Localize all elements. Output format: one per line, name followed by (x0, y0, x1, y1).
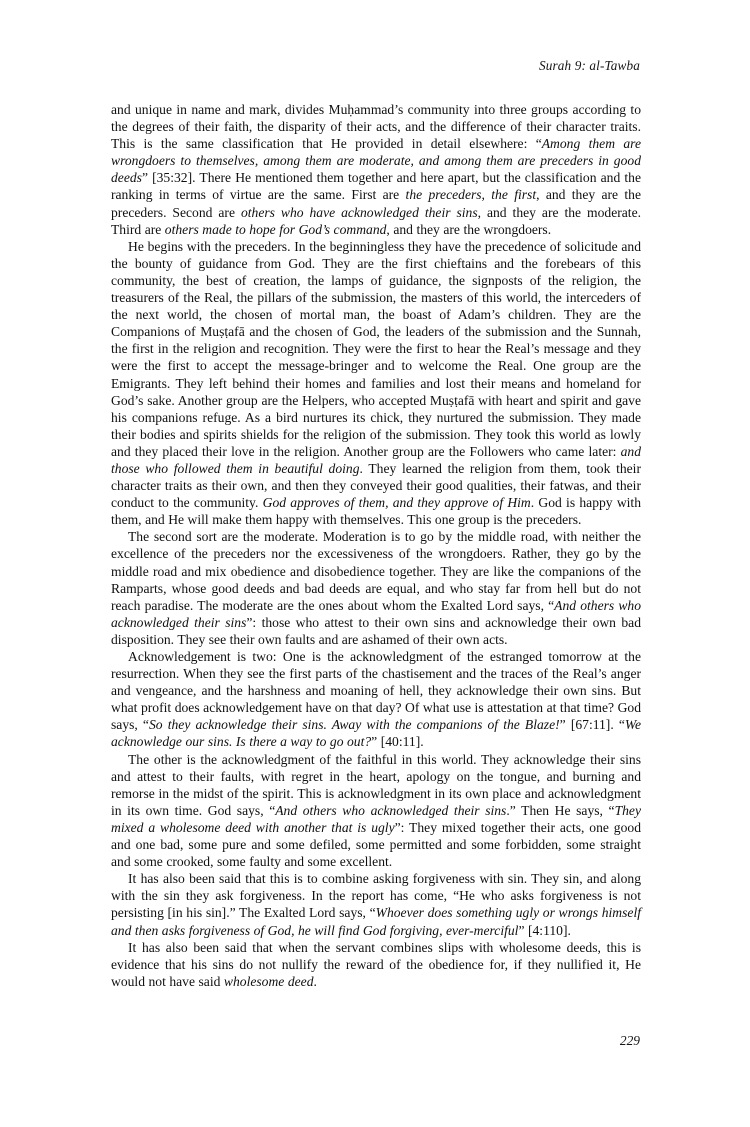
body-text: ” [4:110]. (518, 922, 571, 938)
body-text: . (313, 973, 317, 989)
quotation-text: And others who acknowledged their sins (275, 802, 507, 818)
paragraph (111, 528, 641, 648)
quotation-text: and those who followed them in beautiful doing (111, 443, 641, 476)
page-number: 229 (619, 1033, 640, 1048)
body-text: ” [40:11]. (371, 734, 424, 750)
body-text: . God is happy with them, and He will make them happy with themselves. This one group is the preceders. (111, 495, 641, 528)
body-text: .” Then He says, “ (506, 802, 615, 818)
body-text: It has also been said that when the servant combines slips with wholesome deeds, this is evidence that his sins do not nullify the reward of the obedience for, if they nullified it, He would not have said (111, 939, 641, 989)
body-text: and unique in name and mark, divides Muḥammad’s community into three groups according to the degrees of their faith, the disparity of their acts, and the difference of their character traits. This is the same classification that He provided in detail elsewhere: “ (111, 102, 641, 152)
quotation-text: Whoever does something ugly or wrongs himself and then asks forgiveness of God, he will find God forgiving, ever-merciful (111, 905, 641, 938)
body-text: . They learned the religion from them, took their character traits as their own, and then they conveyed their good qualities, their fatwas, and their conduct to the community. (111, 460, 641, 511)
body-text: ” [67:11]. “ (559, 717, 625, 733)
body-text: , and they are the preceders. Second are (111, 187, 641, 220)
quotation-text: God approves of them, and they approve of Him (262, 495, 531, 511)
quotation-text: So they acknowledge their sins. Away with the companions of the Blaze! (148, 717, 560, 733)
quotation-text: the preceders, the first (405, 187, 537, 203)
body-text: Acknowledgement is two: One is the acknowledgment of the estranged tomorrow at the resurrection. When they see the first parts of the chastisement and the traces of the Real’s anger and vengeance, and the harshness and moaning of hell, they acknowledge their own sins. But what profit does acknowledgement have on that day? Of what use is attestation at that time? God says, “ (111, 649, 641, 733)
quotation-text: They mixed a wholesome deed with another that is ugly (111, 802, 641, 835)
quotation-text: others who have acknowledged their sins (240, 204, 478, 220)
body-text: , and they are the moderate. Third are (111, 204, 642, 237)
quotation-text: wholesome deed (223, 973, 314, 989)
quotation-text: And others who acknowledged their sins (111, 597, 641, 630)
quotation-text: Among them are wrongdoers to themselves, among them are moderate, and among them are preceders in good deeds (111, 136, 641, 186)
paragraph (111, 238, 641, 529)
body-text: ” [35:32]. There He mentioned them together and here apart, but the classification and the ranking in terms of virtue are the same. First are (111, 170, 641, 203)
quotation-text: We acknowledge our sins. Is there a way to go out? (111, 717, 642, 750)
body-text-block (111, 101, 641, 990)
running-header: Surah 9: al-Tawba (539, 58, 640, 73)
quotation-text: others made to hope for God’s command (164, 221, 387, 237)
body-text: It has also been said that this is to combine asking forgiveness with sin. They sin, and along with the sin they ask forgiveness. In the report has come, “He who asks forgiveness is not persisting [in his sin].” The Exalted Lord says, “ (111, 871, 641, 921)
body-text: ”: those who attest to their own sins and acknowledge their own bad disposition. They see their own faults and are ashamed of their own acts. (111, 614, 641, 647)
body-text: The second sort are the moderate. Moderation is to go by the middle road, with neither the excellence of the preceders nor the excessiveness of the wrongdoers. Rather, they go by the middle road and mix obedience and disobedience together. They are like the companions of the Ramparts, whose good deeds and bad deeds are equal, and who stay far from hell but do not reach paradise. The moderate are the ones about whom the Exalted Lord says, “ (111, 529, 641, 613)
body-text: He begins with the preceders. In the beginningless they have the precedence of solicitude and the bounty of guidance from God. They are the first chieftains and the forebears of this community, the best of creation, the lamps of guidance, the signposts of the religion, the treasurers of the Real, the pillars of the submission, the masters of this world, the interceders of the next world, the chosen of mortal man, the boast of Adam’s children. They are the Companions of Muṣṭafā and the chosen of God, the leaders of the submission and the Sunnah, the first in the religion and recognition. They were the first to hear the Real’s message and they were the first to accept the message-bringer and to welcome the Real. One group are the Emigrants. They left behind their homes and families and lost their means and homeland for God’s sake. Another group are the Helpers, who accepted Muṣṭafā with heart and spirit and gave his companions refuge. As a bird nurtures its chick, they nurtured the submission. They made their bodies and spirits shields for the religion of the submission. They took this world as lowly and they placed their love in the religion. Another group are the Followers who came later: (111, 238, 641, 459)
body-text: , and they are the wrongdoers. (386, 221, 552, 237)
paragraph (111, 101, 641, 238)
paragraph (111, 751, 641, 871)
paragraph (111, 939, 641, 990)
paragraph (111, 648, 641, 751)
body-text: ”: They mixed together their acts, one good and one bad, some pure and some defiled, some permitted and some forbidden, some straight and some crooked, some faulty and some excellent. (111, 819, 641, 870)
body-text: The other is the acknowledgment of the faithful in this world. They acknowledge their sins and attest to their faults, with regret in the heart, apology on the tongue, and burning and remorse in the midst of the spirit. This is acknowledgment in its own place and acknowledgment in its own time. God says, “ (111, 751, 641, 818)
paragraph (111, 870, 641, 938)
